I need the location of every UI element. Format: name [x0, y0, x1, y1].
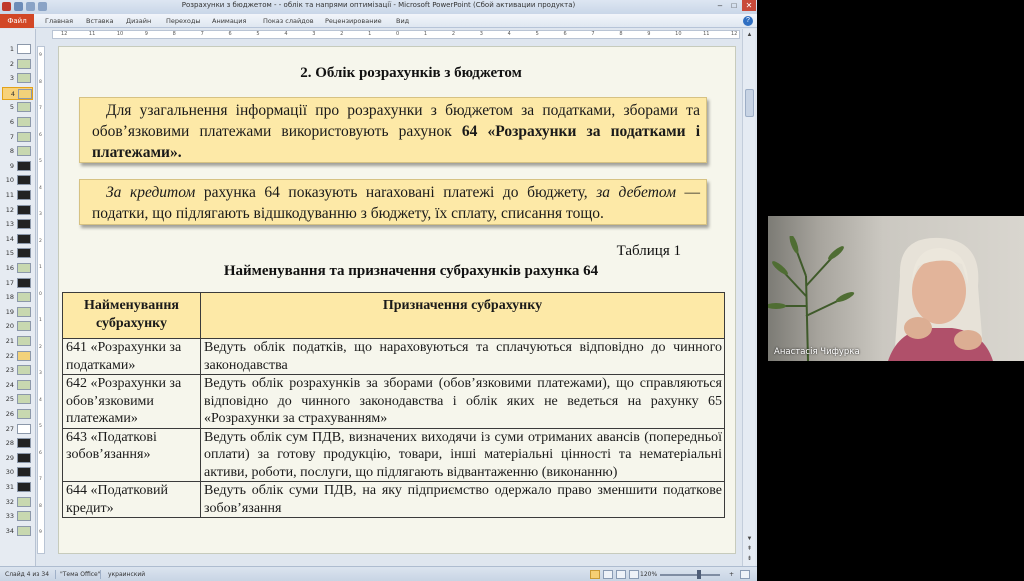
zoom-in-icon[interactable]: + [729, 571, 735, 578]
subaccount-name: 641 «Розрахунки за податками» [63, 339, 201, 375]
slide-thumbnail[interactable] [2, 131, 33, 144]
ruler-tick: 3 [39, 371, 42, 376]
slide-number: 8 [9, 147, 14, 156]
credit-debit-box [79, 179, 707, 225]
slide-thumbnail[interactable] [2, 116, 33, 129]
tab-review[interactable]: Рецензирование [325, 17, 382, 25]
slide-number: 23 [5, 366, 14, 375]
slide-number: 7 [9, 132, 14, 141]
ruler-tick: 7 [39, 106, 42, 111]
slide-number: 9 [9, 161, 14, 170]
slide-preview [17, 467, 31, 477]
slide-thumbnail[interactable] [2, 320, 33, 333]
slide-preview [17, 146, 31, 156]
ruler-tick: 5 [39, 424, 42, 429]
ruler-tick: 11 [703, 31, 710, 37]
slide-number: 33 [5, 512, 14, 521]
ruler-tick: 5 [256, 31, 260, 37]
ruler-tick: 2 [340, 31, 344, 37]
ruler-tick: 12 [61, 31, 68, 37]
slide-thumbnail[interactable] [2, 408, 33, 421]
ruler-tick: 5 [535, 31, 539, 37]
slide-number: 1 [9, 45, 14, 53]
slide-number: 6 [9, 118, 14, 126]
scroll-down-arrow-icon[interactable]: ▼ [746, 536, 753, 542]
subaccount-name: 643 «Податкові зобов’язання» [63, 428, 201, 482]
slide-number: 32 [5, 497, 14, 506]
slide-preview [17, 59, 31, 69]
slide-number: 4 [10, 89, 15, 98]
slide-thumbnail[interactable] [2, 423, 33, 436]
debit-term: за дебетом [596, 184, 676, 201]
ruler-tick: 3 [39, 212, 42, 217]
tab-slideshow[interactable]: Показ слайдов [263, 17, 314, 25]
subaccount-name: 644 «Податковий кредит» [63, 482, 201, 518]
slide-number: 20 [5, 322, 14, 331]
debit-text: — податки, що підлягають відшкодуванню з бюджету, їх сплату, списання тощо. [92, 184, 701, 222]
slide-preview [17, 219, 31, 229]
definition-account: 64 «Розрахунки за податками і платежами». [92, 123, 701, 161]
slide-preview [17, 526, 31, 536]
slide-thumbnail[interactable] [2, 335, 33, 348]
ruler-tick: 11 [88, 31, 96, 37]
slide-thumbnail[interactable] [2, 247, 33, 260]
file-tab[interactable]: Файл [0, 14, 34, 28]
slide-preview [17, 424, 31, 434]
slide-number: 16 [5, 264, 14, 272]
minimize-button[interactable]: – [717, 1, 723, 10]
table-row [63, 428, 725, 482]
slide-preview [17, 117, 31, 127]
slide-canvas[interactable] [58, 46, 736, 554]
slide-thumbnail[interactable] [2, 218, 33, 231]
scroll-thumb[interactable] [745, 89, 754, 117]
table-row [63, 482, 725, 518]
slide-number: 28 [5, 439, 14, 448]
ruler-tick: 7 [39, 477, 42, 482]
slide-thumbnail[interactable] [2, 277, 33, 290]
slide-number: 18 [5, 293, 14, 302]
slide-preview [17, 234, 31, 244]
scroll-up-arrow-icon[interactable]: ▲ [746, 32, 753, 38]
slide-number: 31 [5, 483, 14, 491]
ruler-tick: 9 [39, 530, 42, 535]
ruler-tick: 6 [228, 31, 232, 37]
slide-preview [17, 263, 31, 273]
slide-thumbnail[interactable] [2, 145, 33, 158]
ruler-tick: 1 [39, 265, 42, 270]
subaccount-purpose: Ведуть облік розрахунків за зборами (обов’язковими платежами), що справляються відповідно до чинного законодавства і облік яких не ведеться на рахунку 65 «Розрахунки за страхуванням» [201, 375, 725, 429]
subaccount-purpose: Ведуть облік податків, що нараховуються та сплачуються відповідно до чинного законодавства [201, 339, 725, 375]
slide-preview [17, 321, 31, 331]
slide-preview [17, 380, 31, 390]
column-header-name: Найменування субрахунку [63, 293, 201, 339]
vertical-ruler [37, 46, 45, 554]
slide-number: 5 [9, 103, 14, 112]
slide-preview [17, 365, 31, 375]
slide-thumbnail[interactable] [2, 379, 33, 392]
slide-thumbnail[interactable] [2, 452, 33, 465]
slide-number: 21 [5, 337, 14, 345]
slide-number: 12 [5, 205, 14, 214]
slide-thumbnail[interactable] [2, 525, 33, 538]
slide-thumbnail[interactable] [2, 43, 33, 56]
theme-name: "Тема Office" [60, 571, 101, 578]
slide-preview [17, 73, 31, 83]
ruler-tick: 6 [39, 132, 42, 138]
slide-preview [17, 102, 31, 112]
zoom-slider[interactable] [660, 574, 720, 576]
slide-thumbnail[interactable] [2, 262, 33, 275]
tab-transitions[interactable]: Переходы [166, 17, 201, 25]
ruler-tick: 2 [451, 31, 456, 37]
slide-preview [17, 205, 31, 215]
slide-thumbnail[interactable] [2, 291, 33, 304]
slide-preview [17, 351, 31, 361]
slide-number: 13 [5, 220, 14, 229]
slide-counter: Слайд 4 из 34 [5, 571, 50, 578]
slide-thumbnail[interactable] [2, 364, 33, 377]
slide-thumbnail[interactable] [2, 481, 33, 494]
slide-preview [17, 394, 31, 404]
language-indicator[interactable]: украинский [108, 571, 146, 578]
table-header-row [63, 293, 725, 339]
ribbon-tabs [0, 14, 757, 28]
ruler-tick: 3 [312, 31, 316, 37]
ruler-tick: 8 [39, 79, 42, 85]
definition-box [79, 97, 707, 163]
slide-number: 24 [5, 380, 14, 389]
slide-number: 22 [5, 351, 14, 360]
definition-text: Для узагальнення інформації про розрахунки з бюджетом за податками, зборами та обов’язковими платежами використовують рахунок [92, 102, 700, 140]
slide-thumbnail[interactable] [2, 393, 33, 406]
slide-number: 14 [5, 234, 14, 243]
zoom-level[interactable]: 120% [640, 571, 658, 578]
ruler-tick: 4 [507, 31, 511, 37]
tab-insert[interactable]: Вставка [86, 17, 114, 25]
slide-thumbnail[interactable] [2, 72, 33, 85]
slide-preview [17, 482, 31, 492]
normal-view-icon[interactable] [590, 570, 600, 579]
slide-preview [17, 175, 31, 185]
slide-thumbnail[interactable] [2, 510, 33, 523]
credit-term: За кредитом [106, 184, 196, 201]
ruler-tick: 9 [39, 53, 42, 58]
ruler-tick: 9 [647, 31, 651, 37]
slide-number: 34 [5, 526, 14, 535]
slide-number: 17 [5, 278, 14, 287]
ruler-tick: 4 [284, 31, 288, 37]
tab-home[interactable]: Главная [45, 17, 74, 25]
ruler-tick: 7 [591, 31, 595, 37]
slide-thumbnail[interactable] [2, 350, 33, 363]
table-row [63, 375, 725, 429]
participant-name: Анастасія Чифурка [774, 347, 860, 357]
slide-preview [17, 307, 31, 317]
slide-preview [17, 292, 31, 302]
ruler-tick: 0 [396, 31, 400, 37]
participant-image [828, 236, 1024, 361]
slide-number: 25 [5, 395, 14, 404]
slide-thumbnail[interactable] [2, 101, 33, 114]
ruler-tick: 4 [39, 397, 42, 403]
ruler-tick: 2 [39, 238, 42, 244]
ruler-tick: 0 [39, 291, 42, 297]
ruler-tick: 6 [39, 450, 42, 456]
slide-number: 3 [9, 74, 14, 83]
slide-thumbnail[interactable] [2, 160, 33, 173]
slide-number: 2 [9, 59, 14, 68]
slide-thumbnail[interactable] [2, 174, 33, 187]
ruler-tick: 3 [479, 31, 483, 37]
slide-thumbnail[interactable] [2, 87, 33, 100]
status-bar [0, 566, 757, 581]
vertical-scrollbar[interactable] [742, 29, 755, 566]
slide-preview [17, 497, 31, 507]
credit-text: рахунка 64 показують наraховані платежі до бюджету, [195, 184, 597, 201]
slide-thumbnail[interactable] [2, 189, 33, 202]
tab-design[interactable]: Дизайн [126, 17, 152, 25]
slide-preview [17, 132, 31, 142]
slide-number: 15 [5, 249, 14, 258]
slide-thumbnails-panel [0, 29, 36, 566]
slide-title: 2. Облік розрахунків з бюджетом [300, 65, 522, 81]
slide-number: 30 [5, 468, 14, 477]
help-icon[interactable]: ? [743, 16, 753, 26]
slide-preview [17, 161, 31, 171]
ruler-tick: 1 [423, 31, 428, 37]
slide-preview [17, 511, 31, 521]
maximize-button[interactable]: □ [731, 1, 737, 10]
slide-number: 11 [5, 191, 14, 199]
ruler-tick: 10 [675, 31, 682, 37]
window-title: Розрахунки з бюджетом - - облік та напрями оптимізації - Microsoft PowerPoint (Сбой активации продукта) [181, 1, 576, 9]
fit-slide-icon[interactable] [740, 570, 750, 579]
slide-number: 27 [5, 424, 14, 433]
slide-thumbnail[interactable] [2, 233, 33, 246]
slideshow-icon[interactable] [629, 570, 639, 579]
column-header-purpose: Призначення субрахунку [201, 293, 725, 339]
slide-thumbnail[interactable] [2, 58, 33, 71]
video-tile [768, 216, 1024, 361]
slide-preview [17, 44, 31, 54]
slide-preview [17, 409, 31, 419]
ruler-tick: 8 [172, 31, 176, 37]
reading-view-icon[interactable] [616, 570, 626, 579]
tab-view[interactable]: Вид [396, 17, 410, 25]
subaccounts-table [62, 292, 725, 518]
slide-thumbnail[interactable] [2, 306, 33, 319]
ruler-tick: 2 [39, 344, 42, 350]
ruler-tick: 1 [368, 31, 372, 37]
slide-thumbnail[interactable] [2, 204, 33, 217]
ruler-tick: 12 [731, 31, 738, 37]
slide-thumbnail[interactable] [2, 496, 33, 509]
zoom-slider-knob[interactable] [697, 570, 701, 579]
ruler-tick: 6 [563, 31, 567, 37]
slide-sorter-icon[interactable] [603, 570, 613, 579]
title-bar [0, 0, 757, 14]
ruler-tick: 8 [39, 503, 42, 509]
close-button[interactable]: ✕ [742, 0, 756, 11]
slide-number: 10 [5, 176, 14, 185]
slide-preview [17, 190, 31, 200]
ruler-tick: 1 [39, 318, 42, 323]
slide-thumbnail[interactable] [2, 466, 33, 479]
table-row [63, 339, 725, 375]
subaccount-name: 642 «Розрахунки за обов’язковими платежами» [63, 375, 201, 429]
table-title: Найменування та призначення субрахунків рахунка 64 [223, 263, 599, 279]
slide-preview [17, 336, 31, 346]
ruler-tick: 8 [619, 31, 623, 37]
previous-slide-icon[interactable]: ⇞ [746, 546, 753, 552]
ruler-tick: 10 [116, 31, 124, 37]
slide-thumbnail[interactable] [2, 437, 33, 450]
next-slide-icon[interactable]: ⇟ [746, 556, 753, 562]
table-number: Таблиця 1 [616, 243, 681, 259]
slide-number: 29 [5, 453, 14, 462]
ruler-tick: 4 [39, 185, 42, 191]
horizontal-ruler [52, 30, 740, 39]
slide-number: 19 [5, 307, 14, 316]
slide-preview [17, 453, 31, 463]
subaccount-purpose: Ведуть облік суми ПДВ, на яку підприємство одержало право зменшити податкове зобов’язання [201, 482, 725, 518]
slide-preview [17, 278, 31, 288]
ruler-tick: 9 [144, 31, 148, 37]
subaccount-purpose: Ведуть облік сум ПДВ, визначених виходячи із суми отриманих авансів (попередньої оплати) за готову продукцію, товари, інші матеріальні цінності та нематеріальні активи, роботи, послуги, що підлягають відвантаженню (виконанню) [201, 428, 725, 482]
ruler-tick: 7 [200, 31, 204, 37]
slide-preview [17, 248, 31, 258]
slide-number: 26 [5, 410, 14, 418]
slide-preview [18, 89, 32, 99]
tab-animation[interactable]: Анимация [212, 17, 247, 25]
slide-preview [17, 438, 31, 448]
ruler-tick: 5 [39, 159, 42, 164]
